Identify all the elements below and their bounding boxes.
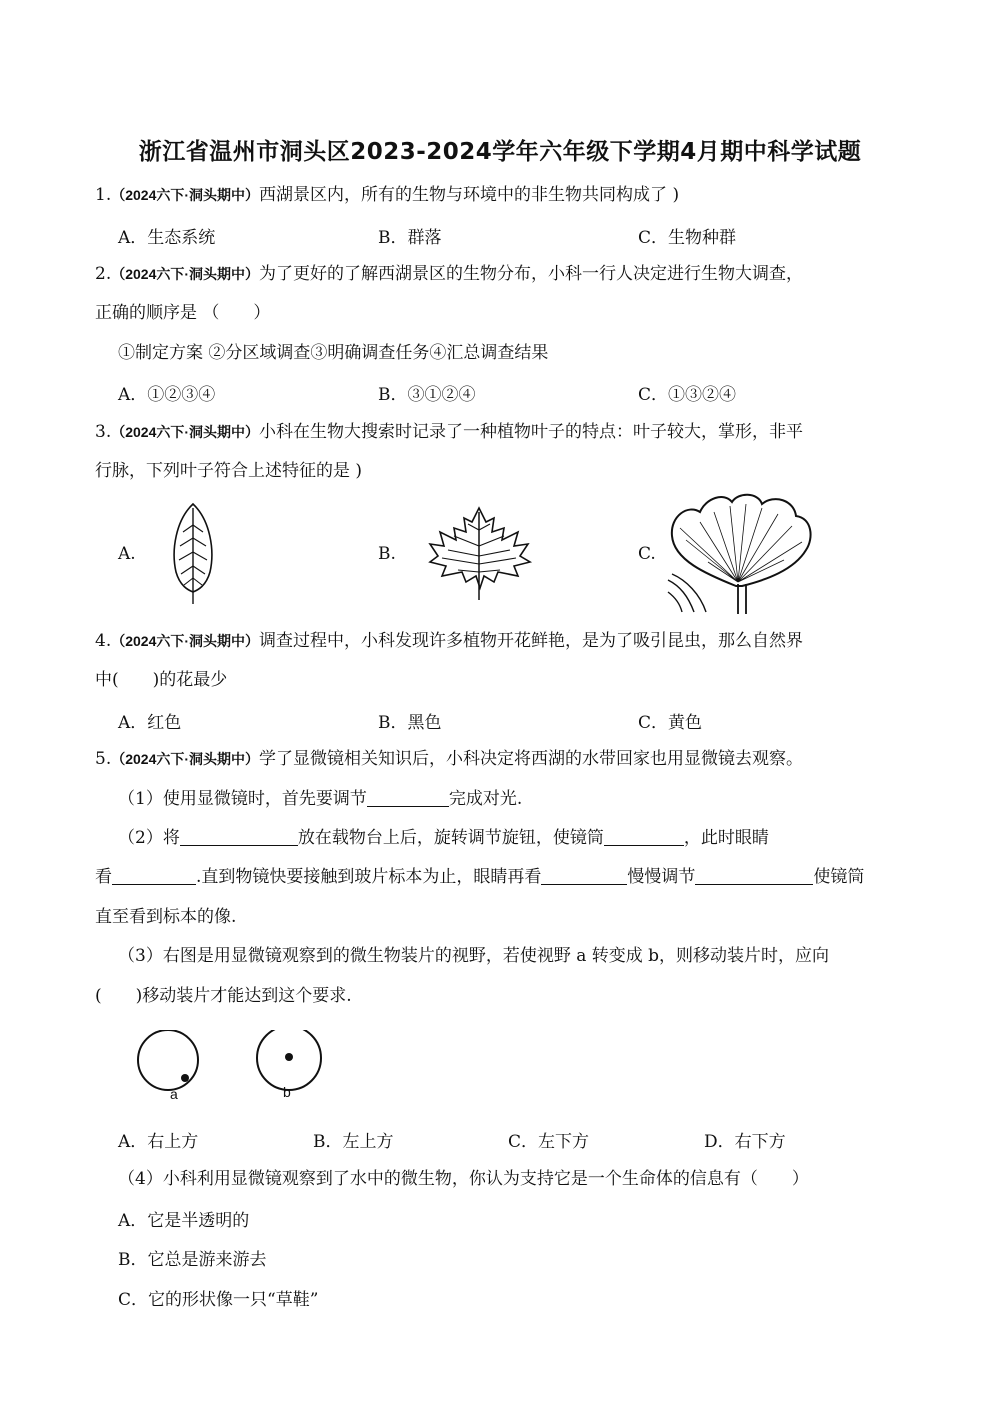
view-b-specimen-dot: [285, 1053, 293, 1061]
question-stem-continued: 正确的顺序是 （ ）: [95, 303, 271, 323]
microscope-view-figure: [132, 1030, 342, 1105]
question-number: 2.: [95, 264, 112, 284]
step-list: ①制定方案 ②分区域调查③明确调查任务④汇总调查结果: [118, 343, 549, 363]
view-a-circle: [138, 1030, 198, 1090]
question-source: （2024六下·洞头期中）: [111, 424, 260, 440]
sub-question-text: （1）使用显微镜时，首先要调节: [118, 789, 367, 809]
question-1: [95, 183, 679, 207]
question-number: 4.: [95, 631, 112, 651]
answer-blank[interactable]: [695, 866, 813, 885]
question-stem: 西湖景区内，所有的生物与环境中的非生物共同构成了 ): [259, 185, 680, 205]
sub-question-3: （3）右图是用显微镜观察到的微生物装片的视野，若使视野 a 转变成 b，则移动装片时，应向: [118, 946, 830, 966]
question-source: （2024六下·洞头期中）: [111, 751, 260, 767]
option-a[interactable]: A．红色: [118, 713, 182, 733]
question-source: （2024六下·洞头期中）: [111, 187, 260, 203]
option-b[interactable]: B．左上方: [313, 1132, 394, 1152]
option-c[interactable]: C．①③②④: [638, 385, 737, 405]
question-number: 3.: [95, 422, 112, 442]
question-stem-continued: 中( )的花最少: [95, 670, 228, 690]
sub-question-text: （2）将: [118, 828, 180, 848]
figure-label-b: b: [283, 1084, 291, 1100]
option-a[interactable]: A．它是半透明的: [118, 1211, 250, 1231]
sub-question-text: 放在载物台上后，旋转调节旋钮，使镜筒: [297, 828, 604, 848]
question-source: （2024六下·洞头期中）: [111, 266, 260, 282]
option-b[interactable]: B．群落: [378, 228, 442, 248]
sub-question-4: （4）小科利用显微镜观察到了水中的微生物，你认为支持它是一个生命体的信息有（ ）: [118, 1169, 809, 1189]
sub-question-1: [118, 787, 522, 811]
question-5: [95, 747, 803, 771]
sub-question-text: 慢慢调节: [627, 867, 696, 887]
option-b[interactable]: B．它总是游来游去: [118, 1250, 267, 1270]
question-number: 1.: [95, 185, 112, 205]
option-c[interactable]: C.: [638, 544, 656, 564]
question-stem: 小科在生物大搜索时记录了一种植物叶子的特点：叶子较大，掌形，非平: [259, 422, 804, 442]
option-c[interactable]: C．左下方: [508, 1132, 590, 1152]
sub-question-2: [118, 826, 769, 850]
sub-question-text: .直到物镜快要接触到玻片标本为止，眼睛再看: [196, 867, 542, 887]
option-a[interactable]: A．①②③④: [118, 385, 216, 405]
answer-blank[interactable]: [180, 827, 298, 846]
option-b[interactable]: B．黑色: [378, 713, 442, 733]
page-title: 浙江省温州市洞头区2023-2024学年六年级下学期4月期中科学试题: [138, 139, 862, 165]
ginkgo-leaf-icon[interactable]: [666, 490, 816, 614]
option-c[interactable]: C．生物种群: [638, 228, 737, 248]
question-3: [95, 420, 803, 444]
sub-question-text: ，此时眼睛: [683, 828, 769, 848]
question-stem: 为了更好的了解西湖景区的生物分布，小科一行人决定进行生物大调查，: [259, 264, 804, 284]
question-stem-continued: 行脉，下列叶子符合上述特征的是 ): [95, 461, 363, 481]
option-b[interactable]: B．③①②④: [378, 385, 476, 405]
question-stem: 学了显微镜相关知识后，小科决定将西湖的水带回家也用显微镜去观察。: [259, 749, 804, 769]
oval-leaf-icon[interactable]: [168, 500, 218, 606]
answer-blank[interactable]: [112, 866, 196, 885]
option-c[interactable]: C．它的形状像一只“草鞋”: [118, 1290, 319, 1310]
option-d[interactable]: D．右下方: [704, 1132, 786, 1152]
question-2: [95, 262, 803, 286]
sub-question-text: 直至看到标本的像.: [95, 907, 237, 927]
view-a-specimen-dot: [181, 1074, 189, 1082]
sub-question-text: 完成对光.: [448, 789, 523, 809]
sub-question-3-continued: ( )移动装片才能达到这个要求.: [95, 986, 352, 1006]
answer-blank[interactable]: [367, 788, 449, 807]
question-number: 5.: [95, 749, 112, 769]
answer-blank[interactable]: [604, 827, 684, 846]
option-a[interactable]: A．右上方: [118, 1132, 199, 1152]
maple-leaf-icon[interactable]: [424, 506, 534, 602]
option-c[interactable]: C．黄色: [638, 713, 703, 733]
option-a[interactable]: A．生态系统: [118, 228, 216, 248]
question-source: （2024六下·洞头期中）: [111, 633, 260, 649]
figure-label-a: a: [170, 1086, 178, 1102]
option-b[interactable]: B.: [378, 544, 396, 564]
question-stem: 调查过程中，小科发现许多植物开花鲜艳，是为了吸引昆虫，那么自然界: [259, 631, 804, 651]
sub-question-2-continued: [95, 865, 864, 889]
question-4: [95, 629, 803, 653]
option-a[interactable]: A.: [118, 544, 136, 564]
sub-question-text: 使镜筒: [813, 867, 865, 887]
sub-question-text: 看: [95, 867, 112, 887]
answer-blank[interactable]: [541, 866, 627, 885]
